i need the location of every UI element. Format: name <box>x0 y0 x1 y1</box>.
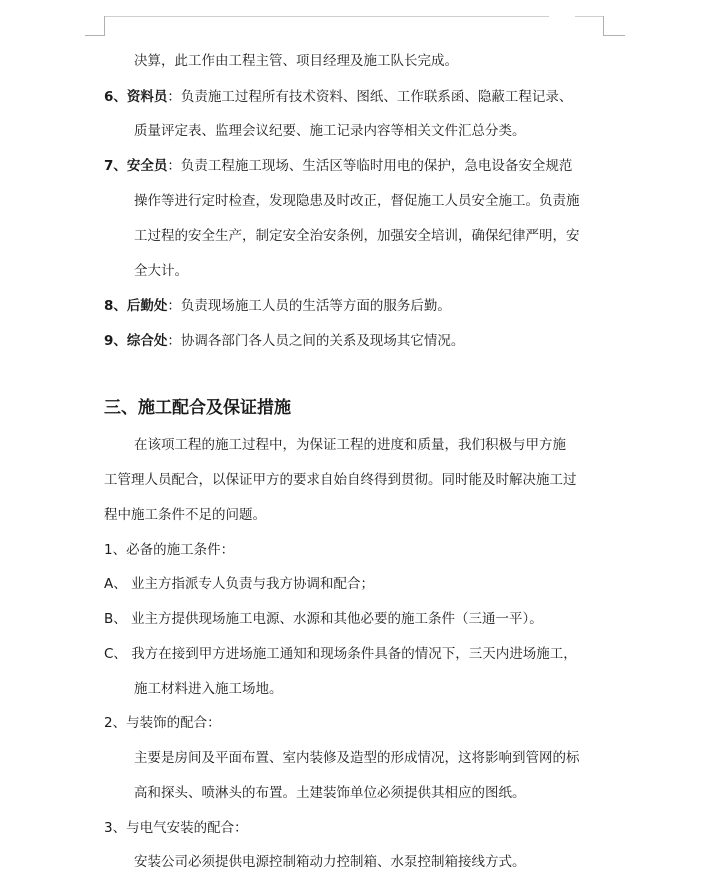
item-text: ：负责施工过程所有技术资料、图纸、工作联系函、隐蔽工程记录、 <box>167 89 573 105</box>
paragraph-line: 程中施工条件不足的问题。 <box>104 507 266 523</box>
list-item-b: B、 业主方提供现场施工电源、水源和其他必要的施工条件（三通一平）。 <box>104 611 543 627</box>
text-line: 质量评定表、监理会议纪要、施工记录内容等相关文件汇总分类。 <box>134 123 526 139</box>
corner-mark-top-right <box>603 35 625 36</box>
item-number: 7、 <box>104 158 127 174</box>
item-title: 资料员 <box>126 89 168 105</box>
subsection-title: 3、与电气安装的配合： <box>104 820 248 836</box>
header-rule <box>104 16 549 17</box>
header-rule-right <box>575 16 603 17</box>
corner-mark-top-right-vertical <box>603 16 604 36</box>
item-number: 8、 <box>104 298 127 314</box>
text-line: 安装公司必须提供电源控制箱动力控制箱、水泵控制箱接线方式。 <box>134 854 526 870</box>
list-item-8 <box>104 297 451 315</box>
list-item-a: A、 业主方指派专人负责与我方协调和配合； <box>104 576 375 592</box>
text-line: 决算，此工作由工程主管、项目经理及施工队长完成。 <box>134 53 458 69</box>
item-number: 6、 <box>104 89 127 105</box>
section-heading: 三、施工配合及保证措施 <box>104 398 291 418</box>
item-title: 综合处 <box>126 333 168 349</box>
subsection-title: 2、与装饰的配合： <box>104 715 221 731</box>
list-item-9 <box>104 332 464 350</box>
item-text: ：协调各部门各人员之间的关系及现场其它情况。 <box>167 333 465 349</box>
text-line: 主要是房间及平面布置、室内装修及造型的形成情况，这将影响到管网的标 <box>134 750 580 766</box>
paragraph-line: 工管理人员配合，以保证甲方的要求自始自终得到贯彻。同时能及时解决施工过 <box>104 472 577 488</box>
item-text: ：负责工程施工现场、生活区等临时用电的保护，急电设备安全规范 <box>167 158 573 174</box>
item-title: 安全员 <box>126 158 168 174</box>
item-title: 后勤处 <box>126 298 168 314</box>
text-line: 全大计。 <box>134 263 188 279</box>
corner-mark-top-left-vertical <box>104 16 105 36</box>
text-line: 施工材料进入施工场地。 <box>134 681 283 697</box>
list-item-7 <box>104 157 572 175</box>
text-line: 工过程的安全生产，制定安全治安条例，加强安全培训，确保纪律严明，安 <box>134 228 580 244</box>
item-text: ：负责现场施工人员的生活等方面的服务后勤。 <box>167 298 451 314</box>
paragraph-line: 在该项工程的施工过程中，为保证工程的进度和质量，我们积极与甲方施 <box>134 437 566 453</box>
item-number: 9、 <box>104 333 127 349</box>
text-line: 高和探头、喷淋头的布置。土建装饰单位必须提供其相应的图纸。 <box>134 785 526 801</box>
text-line: 操作等进行定时检查，发现隐患及时改正，督促施工人员安全施工。负责施 <box>134 193 580 209</box>
list-item-c: C、 我方在接到甲方进场施工通知和现场条件具备的情况下，三天内进场施工， <box>104 646 577 662</box>
list-item-6 <box>104 88 572 106</box>
subsection-title: 1、必备的施工条件： <box>104 542 235 558</box>
corner-mark-top-left <box>85 35 105 36</box>
